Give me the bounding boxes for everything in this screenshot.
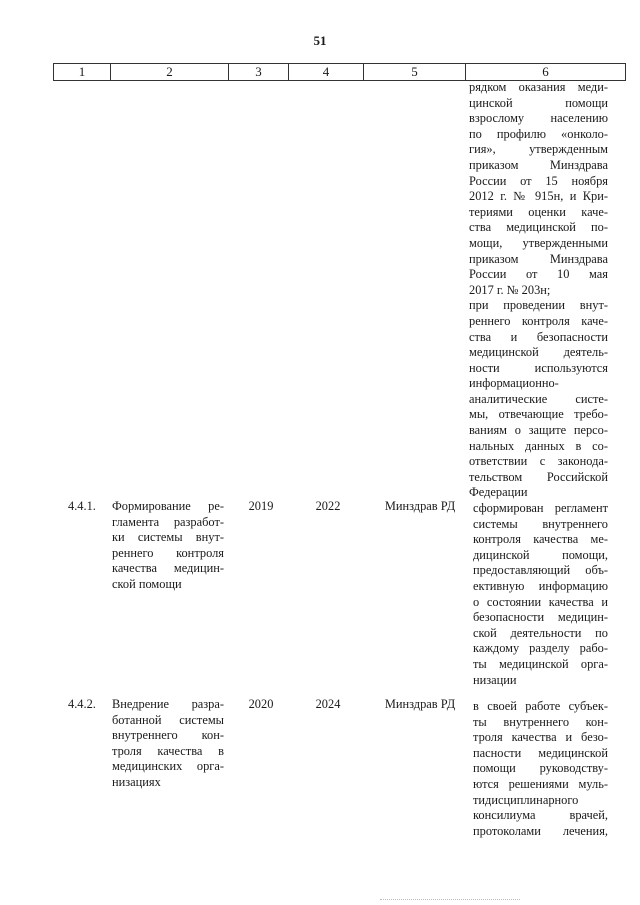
result-line: консилиума врачей, — [473, 808, 608, 823]
continuation-line: аналитические систе- — [469, 391, 608, 406]
row-4-4-1-result — [473, 501, 608, 688]
continuation-line: тельством Российской — [469, 469, 608, 484]
row-4-4-2-name — [112, 697, 224, 791]
name-line: троля качества в — [112, 743, 224, 758]
continuation-line: при проведении внут- — [469, 298, 608, 313]
continuation-line: ства медицинской по- — [469, 220, 608, 235]
continuation-line: реннего контроля каче- — [469, 313, 608, 328]
continuation-cell — [469, 80, 608, 501]
continuation-line: взрослому населению — [469, 111, 608, 126]
header-col-5: 5 — [363, 64, 465, 80]
name-line: Формирование ре- — [112, 499, 224, 513]
header-col-6: 6 — [465, 64, 626, 80]
header-col-2: 2 — [110, 64, 228, 80]
page-number: 51 — [313, 33, 327, 48]
continuation-line: ваниям о защите персо- — [469, 423, 608, 438]
result-line: протоколами лечения, — [473, 823, 608, 838]
continuation-line: мы, отвечающие требо- — [469, 407, 608, 422]
result-line: предоставляющий объ- — [473, 563, 608, 578]
row-4-4-2-result — [473, 699, 608, 839]
result-line: ской деятельности по — [473, 625, 608, 640]
continuation-line: цинской помощи — [469, 95, 608, 110]
continuation-line: ответствии с законода- — [469, 454, 608, 469]
header-col-3: 3 — [228, 64, 288, 80]
continuation-line: териями оценки каче- — [469, 204, 608, 219]
name-line: ботанной системы — [112, 712, 224, 727]
result-line: пасности медицинской — [473, 745, 608, 760]
result-line: дицинской помощи, — [473, 547, 608, 562]
row-4-4-1-name — [112, 499, 224, 593]
continuation-line: нальных данных в со- — [469, 438, 608, 453]
result-line: каждому разделу рабо- — [473, 641, 608, 656]
result-line: ты медицинской орга- — [473, 656, 608, 671]
row-4-4-1-start-year: 2019 — [248, 499, 274, 513]
row-4-4-1-executor: Минздрав РД — [384, 499, 456, 513]
result-line: контроля качества ме- — [473, 532, 608, 547]
continuation-line: рядком оказания меди- — [469, 80, 608, 94]
continuation-line: приказом Минздрава — [469, 251, 608, 266]
name-line: реннего контроля — [112, 545, 224, 560]
continuation-line: 2012 г. № 915н, и Кри- — [469, 189, 608, 204]
row-4-4-2-executor: Минздрав РД — [384, 697, 456, 711]
continuation-line: мощи, утвержденными — [469, 235, 608, 250]
row-number-4-4-1: 4.4.1. — [68, 499, 96, 513]
continuation-line: России от 10 мая — [469, 267, 608, 282]
result-line: о состоянии качества и — [473, 594, 608, 609]
continuation-line: гия», утвержденным — [469, 142, 608, 157]
result-line: низации — [473, 672, 517, 687]
result-line: безопасности медицин- — [473, 610, 608, 625]
header-col-1: 1 — [53, 64, 110, 80]
continuation-line: России от 15 ноября — [469, 173, 608, 188]
result-line: в своей работе субъек- — [473, 699, 608, 713]
continuation-line: приказом Минздрава — [469, 157, 608, 172]
name-line: низациях — [112, 774, 161, 789]
name-line: гламента разработ- — [112, 514, 224, 529]
continuation-line: ности используются — [469, 360, 608, 375]
row-4-4-2-start-year: 2020 — [248, 697, 274, 711]
continuation-line: медицинской деятель- — [469, 345, 608, 360]
continuation-line: ства и безопасности — [469, 329, 608, 344]
name-line: медицинских орга- — [112, 759, 224, 774]
header-col-4: 4 — [288, 64, 363, 80]
row-4-4-2-end-year: 2024 — [315, 697, 341, 711]
continuation-line: 2017 г. № 203н; — [469, 282, 551, 297]
result-line: тидисциплинарного — [473, 792, 579, 807]
row-number-4-4-2: 4.4.2. — [68, 697, 96, 711]
continuation-line: информационно- — [469, 376, 559, 391]
row-4-4-1-end-year: 2022 — [315, 499, 341, 513]
name-line: Внедрение разра- — [112, 697, 224, 711]
result-line: помощи руководству- — [473, 761, 608, 776]
name-line: внутреннего кон- — [112, 728, 224, 743]
continuation-line: Федерации — [469, 485, 528, 500]
result-line: ективную информацию — [473, 578, 608, 593]
result-line: сформирован регламент — [473, 501, 608, 515]
result-line: системы внутреннего — [473, 516, 608, 531]
result-line: ются решениями муль- — [473, 776, 608, 791]
scan-artifact — [380, 899, 520, 904]
name-line: качества медицин- — [112, 561, 224, 576]
name-line: ской помощи — [112, 576, 182, 591]
continuation-line: по профилю «онколо- — [469, 126, 608, 141]
table-header-row — [53, 63, 626, 81]
name-line: ки системы внут- — [112, 530, 224, 545]
result-line: троля качества и безо- — [473, 730, 608, 745]
result-line: ты внутреннего кон- — [473, 714, 608, 729]
